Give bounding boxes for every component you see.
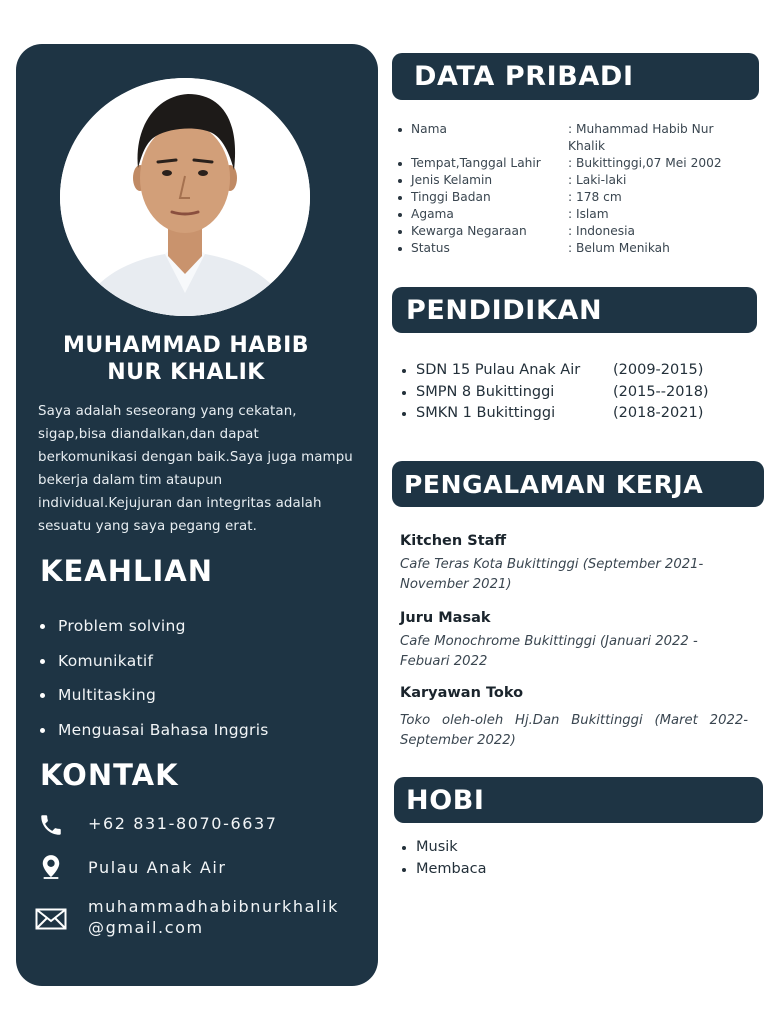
job-description: Cafe Teras Kota Bukittinggi (September 2021- November 2021) <box>400 557 704 592</box>
location-pin-icon <box>34 852 68 882</box>
field-value: : Muhammad Habib Nur Khalik <box>568 122 714 153</box>
school-years: (2015--2018) <box>613 383 709 400</box>
list-item: Musik <box>400 837 487 859</box>
contact-address <box>34 852 374 882</box>
hobbies-heading: HOBI <box>394 777 763 823</box>
list-item: Membaca <box>400 859 487 881</box>
list-item <box>398 189 743 206</box>
contact-email <box>34 896 374 938</box>
phone-number: +62 831-8070-6637 <box>88 814 278 833</box>
field-label: Tempat,Tanggal Lahir <box>411 156 541 170</box>
field-label: Jenis Kelamin <box>411 173 493 187</box>
field-value: : 178 cm <box>568 190 622 204</box>
job-description: Cafe Monochrome Bukittinggi (Januari 2022 - Febuari 2022 <box>400 634 698 669</box>
field-value: : Indonesia <box>568 224 635 238</box>
hobbies-list <box>400 837 487 880</box>
list-item: Menguasai Bahasa Inggris <box>38 713 269 748</box>
about-text: Saya adalah seseorang yang cekatan, sigap,bisa diandalkan,dan dapat berkomunikasi dengan baik.Saya juga mampu bekerja dalam tim ataupun individual.Kejujuran dan integritas adalah sesuatu yang saya pegang erat. <box>38 404 353 534</box>
job-entry <box>400 610 748 671</box>
email-text: muhammadhabibnurkhalik @gmail.com <box>88 897 339 937</box>
field-value: : Bukittinggi,07 Mei 2002 <box>568 156 722 170</box>
field-value: : Belum Menikah <box>568 241 670 255</box>
skills-list <box>38 609 269 747</box>
contact-phone <box>34 810 374 840</box>
list-item <box>398 240 743 257</box>
school-years: (2018-2021) <box>613 405 704 421</box>
school-years: (2009-2015) <box>613 362 704 378</box>
list-item <box>400 382 709 404</box>
field-label: Agama <box>411 207 454 221</box>
phone-icon <box>34 810 68 840</box>
personal-data-list <box>398 121 743 257</box>
list-item: Komunikatif <box>38 644 269 679</box>
contact-heading: KONTAK <box>40 758 179 792</box>
job-title: Karyawan Toko <box>400 685 524 701</box>
school-name: SMPN 8 Bukittinggi <box>416 383 555 400</box>
school-name: SDN 15 Pulau Anak Air <box>416 362 581 378</box>
job-description: Toko oleh-oleh Hj.Dan Bukittinggi (Maret 2022- September 2022) <box>400 713 748 748</box>
field-label: Tinggi Badan <box>411 190 491 204</box>
field-value: : Islam <box>568 207 609 221</box>
field-label: Kewarga Negaraan <box>411 224 527 238</box>
school-name: SMKN 1 Bukittinggi <box>416 405 556 421</box>
skills-heading: KEAHLIAN <box>40 554 213 588</box>
personal-data-heading: DATA PRIBADI <box>392 53 759 100</box>
envelope-icon <box>34 904 68 934</box>
field-label: Nama <box>411 122 447 136</box>
list-item: Multitasking <box>38 678 269 713</box>
experience-heading: PENGALAMAN KERJA <box>392 461 764 507</box>
profile-photo <box>60 78 310 316</box>
profile-name: MUHAMMAD HABIB NUR KHALIK <box>62 333 310 385</box>
education-list <box>400 360 709 425</box>
list-item: Problem solving <box>38 609 269 644</box>
list-item <box>398 206 743 223</box>
address-text: Pulau Anak Air <box>88 858 227 877</box>
job-entry <box>400 685 748 750</box>
job-title: Kitchen Staff <box>400 533 507 549</box>
sidebar <box>16 44 378 986</box>
list-item <box>400 403 709 425</box>
job-title: Juru Masak <box>400 610 491 626</box>
list-item <box>398 155 743 172</box>
list-item <box>400 360 709 382</box>
field-value: : Laki-laki <box>568 173 627 187</box>
education-heading: PENDIDIKAN <box>392 287 757 333</box>
list-item <box>398 121 743 155</box>
field-label: Status <box>411 241 450 255</box>
profile-portrait-image <box>60 78 310 316</box>
list-item <box>398 223 743 240</box>
job-entry <box>400 533 748 594</box>
list-item <box>398 172 743 189</box>
